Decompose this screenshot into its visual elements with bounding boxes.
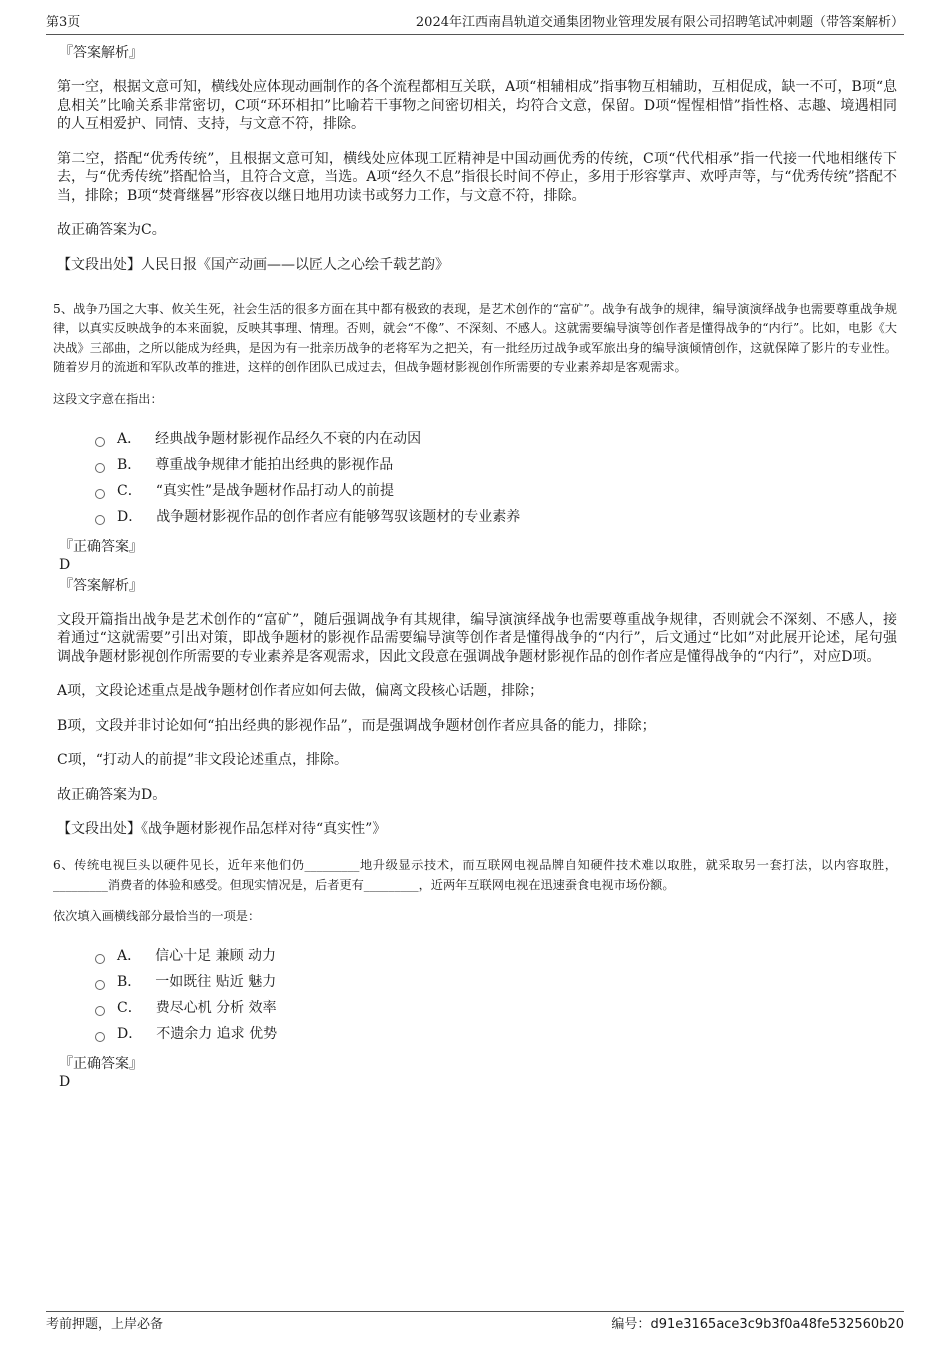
page-number: 第3页: [46, 15, 81, 30]
code-label: 编号：: [611, 1317, 651, 1332]
options-list: [95, 426, 897, 530]
option-d[interactable]: [95, 504, 897, 530]
option-b[interactable]: [95, 969, 897, 995]
option-letter: C．: [117, 1000, 142, 1016]
option-c[interactable]: [95, 995, 897, 1021]
radio-icon[interactable]: [95, 980, 105, 990]
option-letter: A．: [117, 430, 142, 447]
question-5: [53, 300, 897, 839]
radio-icon[interactable]: [95, 1006, 105, 1016]
radio-icon[interactable]: [95, 515, 105, 525]
option-b[interactable]: [95, 452, 897, 478]
option-letter: A．: [117, 948, 142, 964]
correct-answer: D: [59, 556, 71, 573]
correct-answer: D: [59, 1074, 71, 1090]
option-text: 尊重战争规律才能拍出经典的影视作品: [155, 456, 394, 473]
option-a[interactable]: [95, 426, 897, 452]
radio-icon[interactable]: [95, 437, 105, 447]
question-text: 5、战争乃国之大事、攸关生死，社会生活的很多方面在其中都有极致的表现，是艺术创作的“富矿”。战争有战争的规律，编导演演绎战争也需要尊重战争规律，以真实反映战争的本来面貌，反映其事理、情理。否则，就会“不像”、不深刻、不感人。这就需要编导演等创作者是懂得战争的“内行”。比如，电影《大决战》三部曲，之所以能成为经典，是因为有一批亲历战争的老将军为之把关，有一批经历过战争或军旅出身的编导演倾情创作，这就保障了影片的专业性。随着岁月的流逝和军队改革的推进，这样的创作团队已成过去，但战争题材影视创作所需要的专业素养却是客观需求。: [53, 301, 897, 374]
question-text: 6、传统电视巨头以硬件见长，近年来他们仍_________地升级显示技术，而互联网电视品牌自知硬件技术难以取胜，就采取另一套打法，以内容取胜，_________消费者的体验和感受。但现实情况是，后者更有_________，近两年互联网电视在迅速蚕食电视市场份额。: [53, 858, 897, 892]
analysis-paragraph: A项，文段论述重点是战争题材创作者应如何去做，偏离文段核心话题，排除；: [57, 683, 544, 699]
question-prompt: 这段文字意在指出：: [53, 391, 163, 406]
option-text: 费尽心机 分析 效率: [155, 1000, 277, 1016]
option-letter: B．: [117, 974, 142, 990]
footer-slogan: 考前押题，上岸必备: [46, 1317, 164, 1332]
page-header: [46, 14, 904, 35]
option-text: 经典战争题材影视作品经久不衰的内在动因: [155, 430, 422, 447]
question-prompt: 依次填入画横线部分最恰当的一项是：: [53, 909, 261, 923]
option-text: 战争题材影视作品的创作者应有能够驾驭该题材的专业素养: [156, 508, 521, 525]
correct-answer-label: 『正确答案』: [59, 1056, 143, 1072]
option-letter: D．: [117, 1026, 143, 1042]
analysis-conclusion: 故正确答案为D。: [57, 786, 167, 803]
document-title: 2024年江西南昌轨道交通集团物业管理发展有限公司招聘笔试冲刺题（带答案解析）: [415, 15, 904, 30]
document-code: [611, 1315, 904, 1335]
option-text: 一如既往 贴近 魅力: [155, 974, 277, 990]
question-4-analysis: [57, 44, 897, 274]
radio-icon[interactable]: [95, 463, 105, 473]
option-text: 信心十足 兼顾 动力: [155, 948, 277, 964]
analysis-conclusion: 故正确答案为C。: [57, 222, 166, 238]
radio-icon[interactable]: [95, 954, 105, 964]
option-a[interactable]: [95, 943, 897, 969]
radio-icon[interactable]: [95, 1032, 105, 1042]
option-text: 不遗余力 追求 优势: [156, 1026, 278, 1042]
code-value: d91e3165ace3c9b3f0a48fe532560b20: [650, 1317, 904, 1332]
option-text: “真实性”是战争题材作品打动人的前提: [155, 482, 395, 499]
option-letter: C．: [117, 482, 142, 499]
analysis-paragraph: 第二空，搭配“优秀传统”，且根据文意可知，横线处应体现工匠精神是中国动画优秀的传统，C项“代代相承”指一代接一代地相继传下去，与“优秀传统”搭配恰当，且符合文意，当选。A项“经久不息”指很长时间不停止，多用于形容掌声、欢呼声等，与“优秀传统”搭配不当，排除；B项“焚膏继晷”形容夜以继日地用功读书或努力工作，与文意不符，排除。: [57, 150, 897, 204]
radio-icon[interactable]: [95, 489, 105, 499]
text-source: 【文段出处】人民日报《国产动画——以匠人之心绘千载艺韵》: [57, 256, 449, 273]
options-list: [95, 943, 897, 1047]
page-content: [53, 44, 897, 1094]
text-source: 【文段出处】《战争题材影视作品怎样对待“真实性”》: [57, 821, 387, 837]
analysis-paragraph: C项，“打动人的前提”非文段论述重点，排除。: [57, 752, 349, 768]
option-c[interactable]: [95, 478, 897, 504]
correct-answer-label: 『正确答案』: [59, 538, 143, 555]
question-6: [53, 856, 897, 1091]
analysis-label: 『答案解析』: [59, 577, 143, 594]
option-letter: B．: [117, 456, 142, 473]
analysis-label: 『答案解析』: [59, 45, 143, 61]
page-footer: [46, 1311, 904, 1336]
option-letter: D．: [117, 508, 143, 525]
option-d[interactable]: [95, 1021, 897, 1047]
analysis-paragraph: 文段开篇指出战争是艺术创作的“富矿”，随后强调战争有其规律，编导演演绎战争也需要尊重战争规律，否则就会不深刻、不感人，接着通过“这就需要”引出对策，即战争题材的影视作品需要编导演等创作者是懂得战争的“内行”，后文通过“比如”对此展开论述，尾句强调战争题材影视创作所需要的专业素养是客观需求，因此文段意在强调战争题材影视作品的创作者应是懂得战争的“内行”，对应D项。: [57, 611, 897, 665]
analysis-paragraph: B项，文段并非讨论如何“拍出经典的影视作品”，而是强调战争题材创作者应具备的能力，排除；: [57, 717, 656, 734]
analysis-paragraph: 第一空，根据文意可知，横线处应体现动画制作的各个流程都相互关联，A项“相辅相成”指事物互相辅助，互相促成，缺一不可，B项“息息相关”比喻关系非常密切，C项“环环相扣”比喻若干事物之间密切相关，均符合文意，保留。D项“惺惺相惜”指性格、志趣、境遇相同的人互相爱护、同情、支持，与文意不符，排除。: [57, 79, 897, 132]
